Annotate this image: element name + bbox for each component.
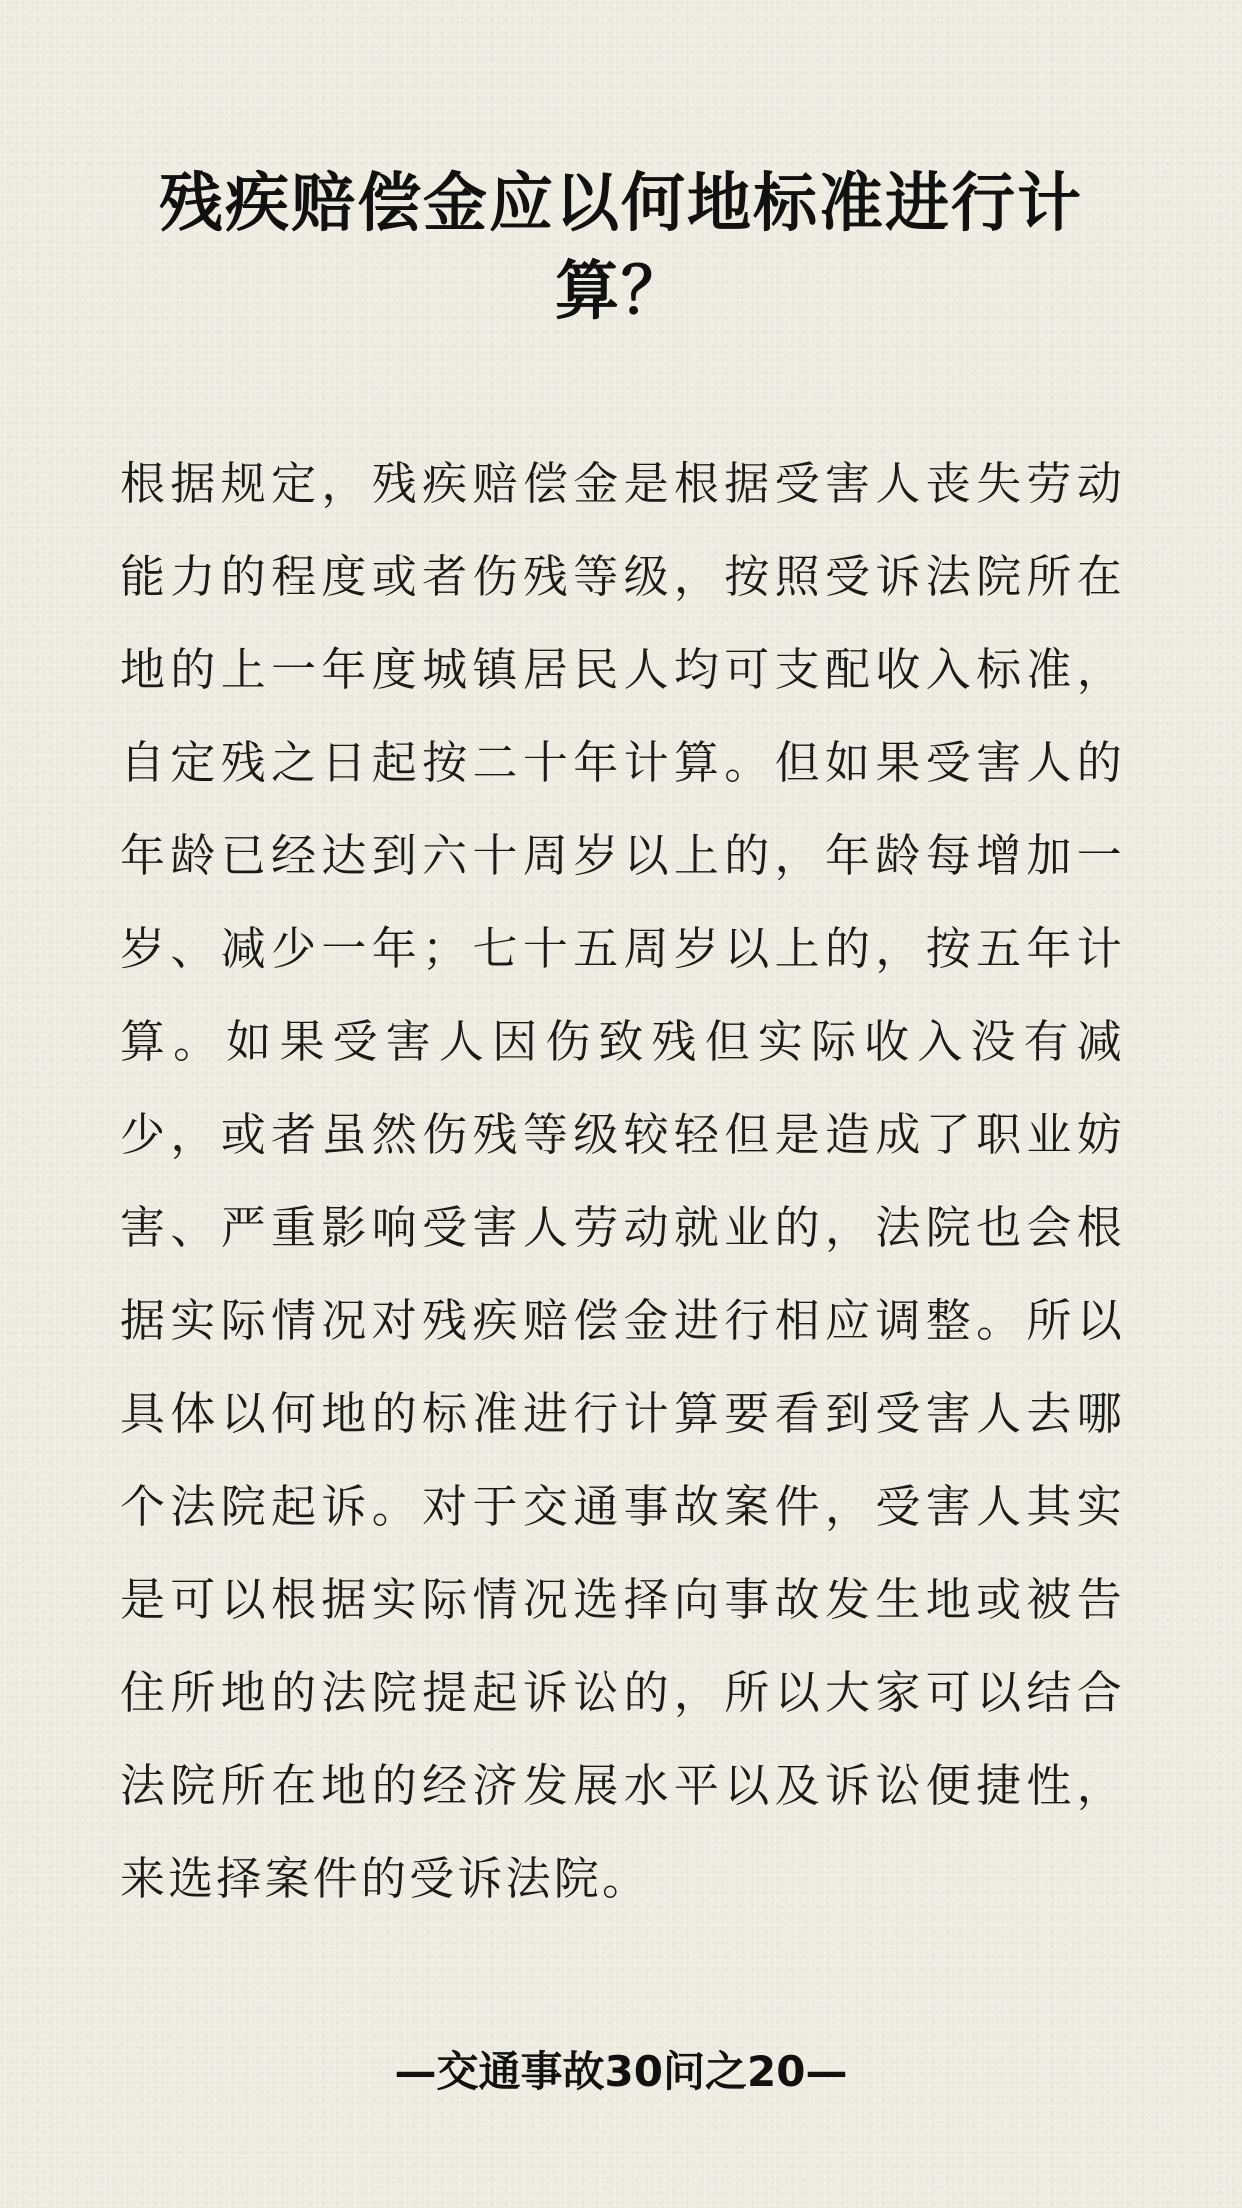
series-footer: —交通事故30问之20— (394, 2047, 848, 2096)
article-title: 残疾赔偿金应以何地标准进行计算？ (159, 166, 1083, 329)
article-body: 根据规定，残疾赔偿金是根据受害人丧失劳动能力的程度或者伤残等级，按照受诉法院所在地的上一年度城镇居民人均可支配收入标准，自定残之日起按二十年计算。但如果受害人的年龄已经达到六十周岁以上的，年龄每增加一岁、减少一年；七十五周岁以上的，按五年计算。如果受害人因伤致残但实际收入没有减少，或者虽然伤残等级较轻但是造成了职业妨害、严重影响受害人劳动就业的，法院也会根据实际情况对残疾赔偿金进行相应调整。所以具体以何地的标准进行计算要看到受害人去哪个法院起诉。对于交通事故案件，受害人其实是可以根据实际情况选择向事故发生地或被告住所地的法院提起诉讼的，所以大家可以结合法院所在地的经济发展水平以及诉讼便捷性，来选择案件的受诉法院。 (120, 457, 1125, 1905)
